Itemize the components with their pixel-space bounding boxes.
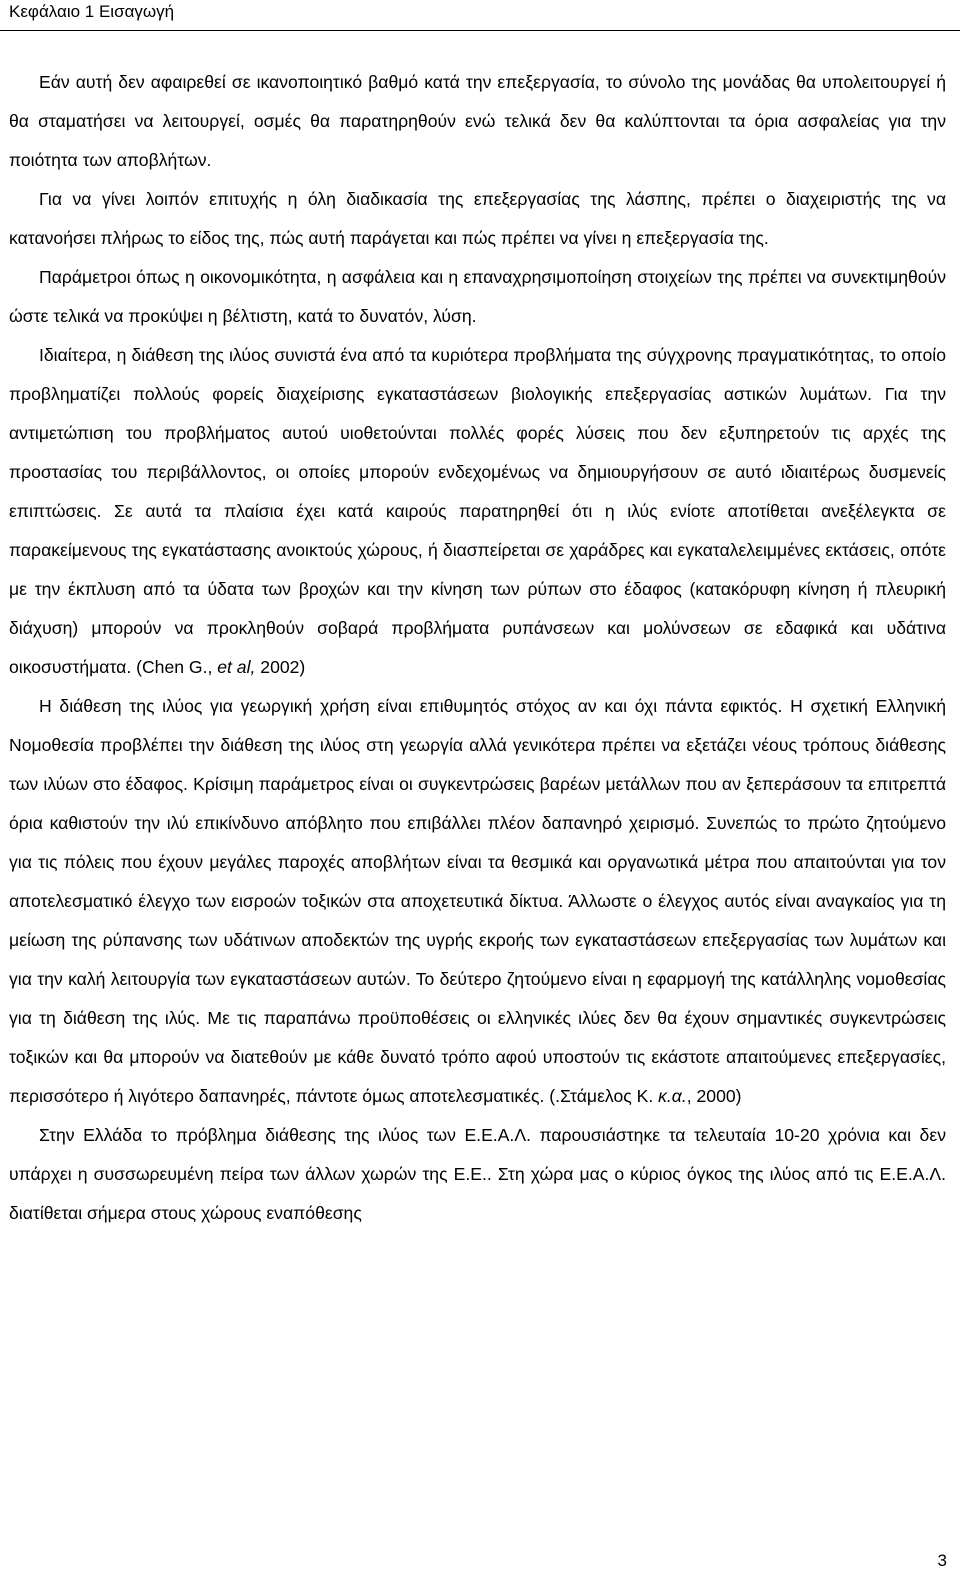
paragraph (9, 336, 946, 687)
citation-italic: et al, (217, 657, 256, 677)
citation-year: 2002) (255, 657, 306, 677)
paragraph: Παράμετροι όπως η οικονομικότητα, η ασφάλεια και η επαναχρησιμοποίηση στοιχείων της πρέπει να συνεκτιμηθούν ώστε τελικά να προκύψει η βέλτιστη, κατά το δυνατόν, λύση. (9, 267, 946, 326)
page-number: 3 (937, 1551, 947, 1570)
paragraph-text: Ιδιαίτερα, η διάθεση της ιλύος συνιστά ένα από τα κυριότερα προβλήματα της σύγχρονης πραγματικότητας, το οποίο προβληματίζει πολλούς φορείς διαχείρισης εγκαταστάσεων βιολογικής επεξεργασίας αστικών λυμάτων. Για την αντιμετώπιση του προβλήματος αυτού υιοθετούνται πολλές φορές λύσεις που δεν εξυπηρετούν τις αρχές της προστασίας του περιβάλλοντος, οι οποίες μπορούν ενδεχομένως να δημιουργήσουν σε αυτό ιδιαιτέρως δυσμενείς επιπτώσεις. Σε αυτά τα πλαίσια έχει κατά καιρούς παρατηρηθεί ότι η ιλύς ενίοτε αποτίθεται ανεξέλεγκτα σε παρακείμενους της εγκατάστασης ανοικτούς χώρους, ή διασπείρεται σε χαράδρες και εγκαταλελειμμένες εκτάσεις, οπότε με την έκπλυση από τα ύδατα των βροχών και την κίνηση των ρύπων στο έδαφος (κατακόρυφη κίνηση ή πλευρική διάχυση) μπορούν να προκληθούν σοβαρά προβλήματα ρυπάνσεων και μολύνσεων σε εδαφικά και υδάτινα οικοσυστήματα. (Chen G., (9, 345, 946, 677)
header-divider (0, 30, 960, 31)
paragraph-text: Η διάθεση της ιλύος για γεωργική χρήση είναι επιθυμητός στόχος αν και όχι πάντα εφικτός. Η σχετική Ελληνική Νομοθεσία προβλέπει την διάθεση της ιλύος στη γεωργία αλλά γενικότερα πρέπει να εξετάζει νέους τρόπους διάθεσης των ιλύων στο έδαφος. Κρίσιμη παράμετρος είναι οι συγκεντρώσεις βαρέων μετάλλων που αν ξεπεράσουν τα επιτρεπτά όρια καθιστούν την ιλύ επικίνδυνο απόβλητο που επιβάλλει πλέον δαπανηρό χειρισμό. Συνεπώς το πρώτο ζητούμενο για τις πόλεις που έχουν μεγάλες παροχές αποβλήτων είναι τα θεσμικά και οργανωτικά μέτρα που απαιτούνται για τον αποτελεσματικό έλεγχο των εισροών τοξικών στα αποχετευτικά δίκτυα. Άλλωστε ο έλεγχος αυτός είναι αναγκαίος για τη μείωση της ρύπανσης των υδάτινων αποδεκτών της υγρής εκροής των εγκαταστάσεων επεξεργασίας των λυμάτων και για την καλή λειτουργία των εγκαταστάσεων αυτών. Το δεύτερο ζητούμενο είναι η εφαρμογή της κατάλληλης νομοθεσίας για τη διάθεση της ιλύς. Με τις παραπάνω προϋποθέσεις οι ελληνικές ιλύες δεν θα έχουν σημαντικές συγκεντρώσεις τοξικών και θα μπορούν να διατεθούν με κάθε δυνατό τρόπο αφού υποστούν τις εκάστοτε απαιτούμενες επεξεργασίες, περισσότερο ή λιγότερο δαπανηρές, πάντοτε όμως αποτελεσματικές. (.Στάμελος Κ. (9, 696, 946, 1106)
paragraph (9, 687, 946, 1116)
body-text (9, 63, 946, 1233)
paragraph: Για να γίνει λοιπόν επιτυχής η όλη διαδικασία της επεξεργασίας της λάσπης, πρέπει ο διαχειριστής της να κατανοήσει πλήρως το είδος της, πώς αυτή παράγεται και πώς πρέπει να γίνει η επεξεργασία της. (9, 189, 946, 248)
citation-italic: κ.α. (658, 1086, 687, 1106)
citation-year: , 2000) (686, 1086, 742, 1106)
paragraph: Εάν αυτή δεν αφαιρεθεί σε ικανοποιητικό βαθμό κατά την επεξεργασία, το σύνολο της μονάδας θα υπολειτουργεί ή θα σταματήσει να λειτουργεί, οσμές θα παρατηρηθούν ενώ τελικά δεν θα καλύπτονται τα όρια ασφαλείας για την ποιότητα των αποβλήτων. (9, 72, 946, 170)
paragraph: Στην Ελλάδα το πρόβλημα διάθεσης της ιλύος των Ε.Ε.Α.Λ. παρουσιάστηκε τα τελευταία 10-20 χρόνια και δεν υπάρχει η συσσωρευμένη πείρα των άλλων χωρών της Ε.Ε.. Στη χώρα μας ο κύριος όγκος της ιλύος από τις Ε.Ε.Α.Λ. διατίθεται σήμερα στους χώρους εναπόθεσης (9, 1125, 946, 1223)
running-header: Κεφάλαιο 1 Εισαγωγή (9, 2, 175, 21)
